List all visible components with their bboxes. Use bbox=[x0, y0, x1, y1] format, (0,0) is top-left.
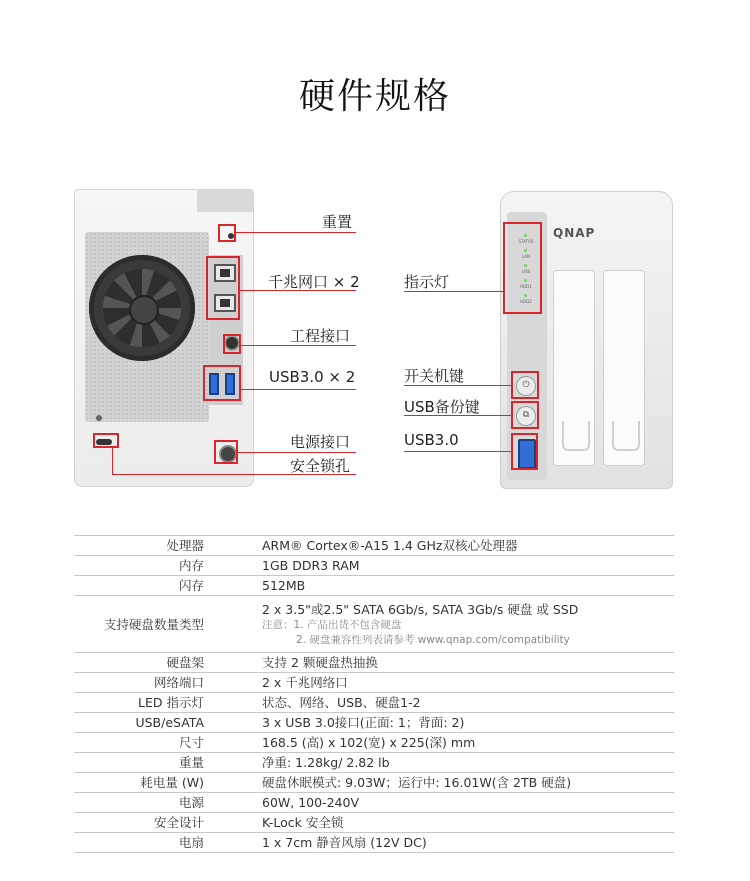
spec-key: 重量 bbox=[74, 753, 262, 773]
table-row bbox=[74, 833, 674, 853]
table-row bbox=[74, 713, 674, 733]
led-label-lan: LAN bbox=[521, 254, 531, 259]
table-row bbox=[74, 576, 674, 596]
screw-icon bbox=[96, 415, 102, 421]
spec-value: 168.5 (高) x 102(宽) x 225(深) mm bbox=[262, 733, 674, 753]
spec-value: K-Lock 安全锁 bbox=[262, 813, 674, 833]
power-leader bbox=[238, 452, 356, 453]
spec-value: 支持 2 颗硬盘热抽换 bbox=[262, 653, 674, 673]
spec-value: 2 x 3.5"或2.5" SATA 6Gb/s, SATA 3Gb/s 硬盘 或 SSD bbox=[262, 602, 579, 617]
usb-rear-highlight bbox=[203, 365, 241, 401]
label-lan: 千兆网口 × 2 bbox=[268, 273, 360, 291]
spec-value: 3 x USB 3.0接口(正面: 1；背面: 2) bbox=[262, 713, 674, 733]
led-label-status: STATUS bbox=[518, 239, 534, 244]
label-usb-backup: USB备份键 bbox=[404, 398, 480, 416]
table-row bbox=[74, 693, 674, 713]
label-lock: 安全锁孔 bbox=[290, 457, 351, 475]
spec-value-cell bbox=[262, 596, 674, 653]
reset-leader bbox=[236, 232, 356, 233]
led-highlight bbox=[503, 222, 542, 314]
lock-highlight bbox=[93, 433, 119, 448]
power-highlight bbox=[214, 440, 238, 464]
label-usb-front: USB3.0 bbox=[404, 431, 459, 449]
led-label-hdd2: HDD2 bbox=[520, 299, 532, 304]
fan-icon bbox=[89, 255, 195, 361]
label-power: 电源接口 bbox=[290, 433, 351, 451]
power-button-icon: ⏻ bbox=[516, 376, 536, 396]
spec-key: USB/eSATA bbox=[74, 713, 262, 733]
drive-bay-2 bbox=[603, 270, 645, 466]
label-leds: 指示灯 bbox=[404, 273, 450, 291]
table-row bbox=[74, 596, 674, 653]
label-power-button: 开关机键 bbox=[404, 367, 465, 385]
table-row bbox=[74, 733, 674, 753]
table-row bbox=[74, 653, 674, 673]
led-label-hdd1: HDD1 bbox=[520, 284, 532, 289]
table-row bbox=[74, 536, 674, 556]
spec-value: ARM® Cortex®-A15 1.4 GHz双核心处理器 bbox=[262, 536, 674, 556]
usb-rear-leader bbox=[241, 389, 356, 390]
led-label-usb: USB bbox=[521, 269, 531, 274]
spec-key: 硬盘架 bbox=[74, 653, 262, 673]
spec-value: 硬盘休眠模式: 9.03W；运行中: 16.01W(含 2TB 硬盘) bbox=[262, 773, 674, 793]
table-row bbox=[74, 793, 674, 813]
spec-table bbox=[74, 535, 674, 853]
table-row bbox=[74, 673, 674, 693]
spec-note-1: 注意：1. 产品出货不包含硬盘 bbox=[262, 619, 402, 631]
table-row bbox=[74, 753, 674, 773]
usb-copy-highlight bbox=[511, 401, 539, 429]
label-eng-port: 工程接口 bbox=[290, 327, 351, 345]
spec-key: 电源 bbox=[74, 793, 262, 813]
lan-highlight bbox=[206, 256, 240, 320]
power-btn-highlight bbox=[511, 371, 539, 399]
spec-value: 60W, 100-240V bbox=[262, 793, 674, 813]
spec-key: 电扇 bbox=[74, 833, 262, 853]
usb-copy-button-icon: ⧉ bbox=[516, 406, 536, 426]
usb-front-leader bbox=[404, 451, 511, 452]
spec-value: 净重: 1.28kg/ 2.82 lb bbox=[262, 753, 674, 773]
spec-key: 支持硬盘数量类型 bbox=[74, 596, 262, 653]
label-reset: 重置 bbox=[322, 213, 353, 231]
spec-key: LED 指示灯 bbox=[74, 693, 262, 713]
spec-key: 耗电量 (W) bbox=[74, 773, 262, 793]
spec-key: 内存 bbox=[74, 556, 262, 576]
spec-key: 处理器 bbox=[74, 536, 262, 556]
spec-key: 尺寸 bbox=[74, 733, 262, 753]
drive-bay-1 bbox=[553, 270, 595, 466]
spec-note-2: 2. 硬盘兼容性列表请参考 www.qnap.com/compatibility bbox=[296, 634, 570, 646]
lock-leader-v bbox=[112, 448, 113, 475]
page-title: 硬件规格 bbox=[298, 76, 451, 117]
spec-key: 安全设计 bbox=[74, 813, 262, 833]
spec-key: 网络端口 bbox=[74, 673, 262, 693]
reset-highlight bbox=[218, 224, 236, 242]
spec-value: 状态、网络、USB、硬盘1-2 bbox=[262, 693, 674, 713]
qnap-logo: QNAP bbox=[553, 226, 596, 240]
spec-value: 512MB bbox=[262, 576, 674, 596]
spec-value: 1 x 7cm 静音风扇 (12V DC) bbox=[262, 833, 674, 853]
spec-value: 1GB DDR3 RAM bbox=[262, 556, 674, 576]
usb-front-highlight bbox=[511, 433, 538, 470]
table-row bbox=[74, 813, 674, 833]
spec-key: 闪存 bbox=[74, 576, 262, 596]
label-usb-rear: USB3.0 × 2 bbox=[269, 368, 356, 386]
rear-top-cap bbox=[197, 190, 253, 212]
table-row bbox=[74, 773, 674, 793]
eng-highlight bbox=[223, 334, 241, 354]
table-row bbox=[74, 556, 674, 576]
spec-value: 2 x 千兆网络口 bbox=[262, 673, 674, 693]
